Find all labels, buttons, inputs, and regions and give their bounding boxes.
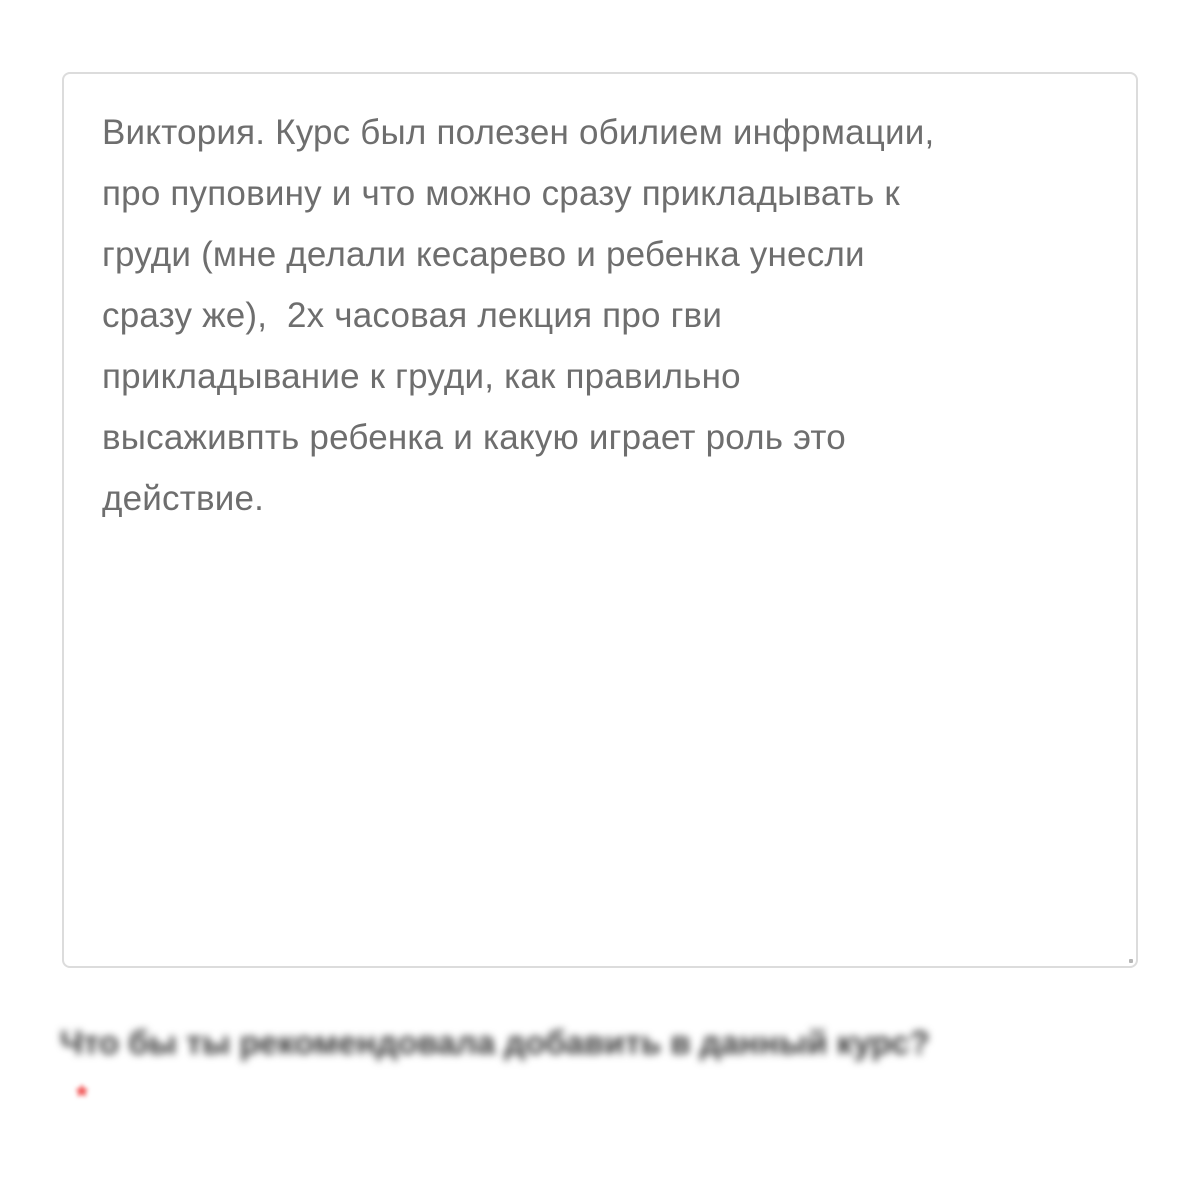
required-asterisk: * [76,1080,88,1113]
answer-text[interactable]: Виктория. Курс был полезен обилием инфрмации, про пуповину и что можно сразу прикладывать к груди (мне делали кесарево и ребенка унесли сразу же), 2х часовая лекция про гви прикладывание к груди, как правильно высаживпть ребенка и какую играет роль это действие. [102,113,935,518]
resize-handle[interactable] [1129,959,1133,963]
answer-textarea[interactable] [62,72,1138,968]
question-label: Что бы ты рекомендовала добавить в данный курс? [60,1024,930,1061]
